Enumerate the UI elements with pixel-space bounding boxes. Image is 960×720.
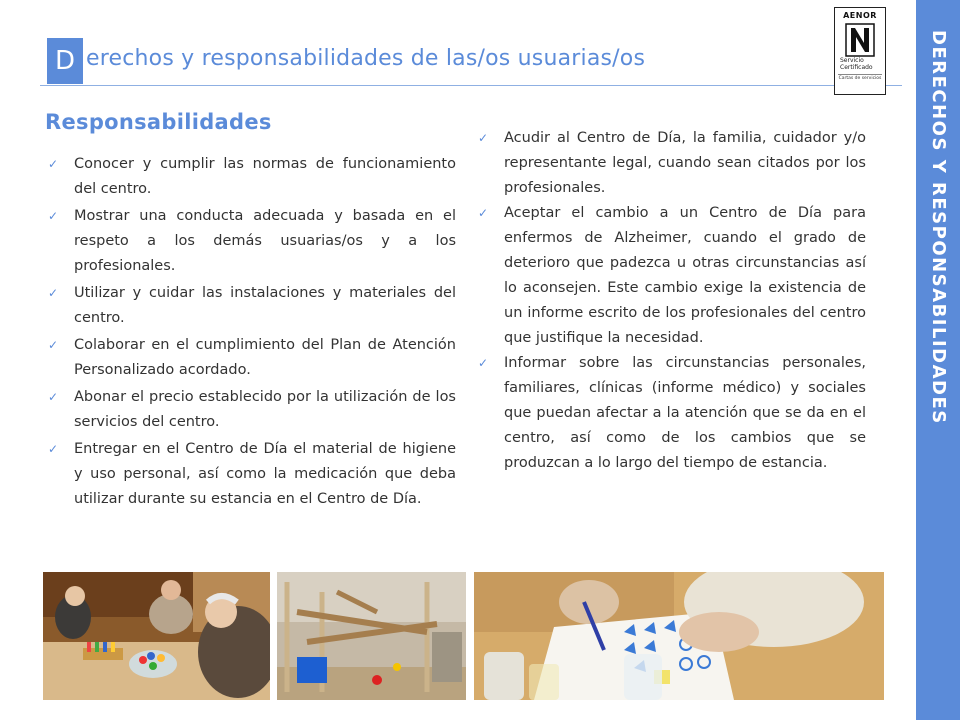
checkmark-icon: ✓ — [478, 356, 489, 370]
list-item-text: Utilizar y cuidar las instalaciones y materiales del centro. — [74, 285, 456, 326]
list-item — [46, 204, 456, 279]
list-item — [46, 385, 456, 435]
list-item-text: Colaborar en el cumplimiento del Plan de Atención Personalizado acordado. — [74, 337, 456, 378]
aenor-seal — [834, 7, 886, 95]
checkmark-icon: ✓ — [48, 390, 59, 404]
list-item-text: Abonar el precio establecido por la utilización de los servicios del centro. — [74, 389, 456, 430]
page-title: erechos y responsabilidades de las/os usuarias/os — [86, 46, 646, 71]
list-item-text: Mostrar una conducta adecuada y basada en el respeto a los demás usuarias/os y a los profesionales. — [74, 208, 456, 274]
list-item-text: Informar sobre las circunstancias personales, familiares, clínicas (informe médico) y sociales que puedan afectar a la atención que se da en el centro, así como de los cambios que se produzcan a lo largo del tiempo de estancia. — [504, 355, 866, 471]
photo-shapes-worksheet — [474, 572, 884, 700]
side-band-text: DERECHOS Y RESPONSABILIDADES — [928, 30, 949, 425]
list-item-text: Conocer y cumplir las normas de funcionamiento del centro. — [74, 156, 456, 197]
right-responsibilities-list — [476, 126, 866, 476]
left-responsibilities-list — [46, 152, 456, 512]
list-item — [46, 281, 456, 331]
checkmark-icon: ✓ — [48, 442, 59, 456]
section-title: Responsabilidades — [45, 110, 272, 134]
list-item — [46, 333, 456, 383]
list-item — [476, 351, 866, 476]
title-underline — [40, 85, 902, 86]
list-item — [476, 201, 866, 351]
seal-line-2: Certificado — [840, 64, 873, 71]
checkmark-icon: ✓ — [478, 206, 489, 220]
list-item-text: Aceptar el cambio a un Centro de Día para enfermos de Alzheimer, cuando el grado de deterioro que padezca u otras circunstancias así lo aconsejen. Este cambio exige la existencia de un informe escrito de los profesionales del centro que justifique la necesidad. — [504, 205, 866, 346]
title-initial: D — [47, 38, 83, 84]
seal-brand: AENOR — [843, 11, 877, 20]
checkmark-icon: ✓ — [48, 286, 59, 300]
list-item-text: Entregar en el Centro de Día el material de higiene y uso personal, así como la medicación que deba utilizar durante su estancia en el Centro de Día. — [74, 441, 456, 507]
aenor-logo-icon — [845, 23, 875, 57]
seal-line-1: Servicio — [840, 57, 864, 64]
photo-ball-track-toy — [277, 572, 466, 700]
checkmark-icon: ✓ — [478, 131, 489, 145]
list-item-text: Acudir al Centro de Día, la familia, cuidador y/o representante legal, cuando sean citados por los profesionales. — [504, 130, 866, 196]
photo-activity-table — [43, 572, 270, 700]
seal-footer: Cartas de servicios — [838, 76, 882, 81]
list-item — [46, 152, 456, 202]
checkmark-icon: ✓ — [48, 209, 59, 223]
checkmark-icon: ✓ — [48, 157, 59, 171]
list-item — [476, 126, 866, 201]
checkmark-icon: ✓ — [48, 338, 59, 352]
list-item — [46, 437, 456, 512]
